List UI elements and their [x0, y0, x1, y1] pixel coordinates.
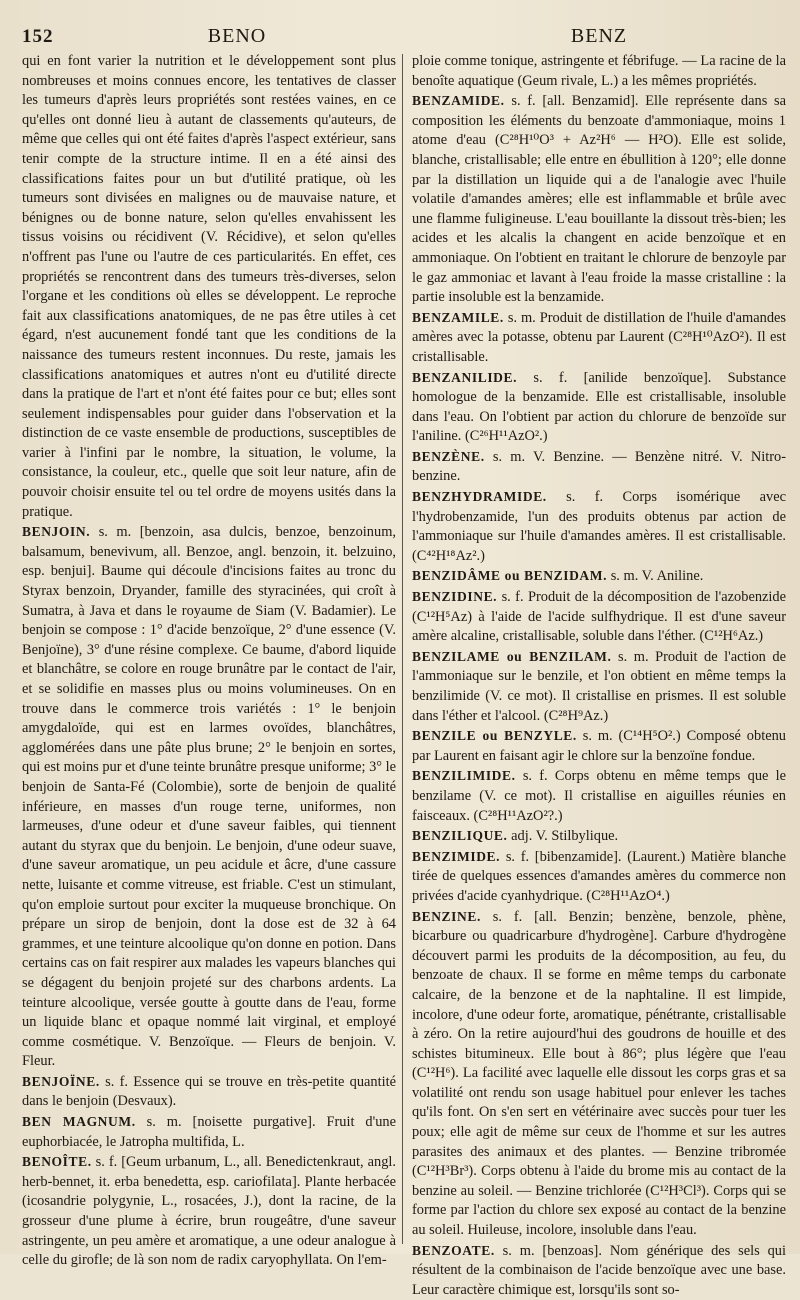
entry-benzile: BENZILE ou BENZYLE. s. m. (C¹⁴H⁵O².) Composé obtenu par Laurent en faisant agir le chlore sur la benzoïne fondue.: [412, 728, 786, 764]
text-columns: [22, 52, 786, 1300]
headword: BENOÎTE.: [22, 1154, 92, 1170]
right-column: [412, 52, 786, 1300]
headword: BENZILE ou BENZYLE.: [412, 728, 577, 744]
headword: BENZHYDRAMIDE.: [412, 489, 547, 505]
entry-benjoine: BENJOÏNE. s. f. Essence qui se trouve en très-petite quantité dans le benjoin (Desvaux).: [22, 1073, 396, 1110]
paragraph: ploie comme tonique, astringente et fébrifuge. — La racine de la benoîte aquatique (Geum rivale, L.) a les mêmes propriétés.: [412, 53, 786, 89]
guide-word-left: BENO: [207, 25, 267, 47]
headword: BENZILIMIDE.: [412, 768, 516, 784]
headword: BENZOATE.: [412, 1242, 495, 1258]
headword: BENZAMIDE.: [412, 93, 505, 109]
headword: BENZILAME ou BENZILAM.: [412, 648, 612, 664]
entry-ben-magnum: BEN MAGNUM. s. m. [noisette purgative]. Fruit d'une euphorbiacée, le Jatropha multifida, L.: [22, 1114, 397, 1150]
entry-benzidame: BENZIDÂME ou BENZIDAM. s. m. V. Aniline.: [412, 568, 704, 585]
headword: BENZIDINE.: [412, 589, 498, 605]
guide-word-right: BENZ: [570, 25, 628, 47]
page-header: [22, 18, 786, 48]
headword: BENZÈNE.: [412, 448, 485, 464]
entry-benzilame: BENZILAME ou BENZILAM. s. m. Produit de l'action de l'ammoniaque sur le benzile, et l'on obtient en même temps la benzilimide (V. ce mot). Il cristallise en prismes. Il est soluble dans l'éther et l'alcool. (C²⁸H⁹Az.): [412, 648, 786, 724]
headword: BENZAMILE.: [412, 309, 504, 325]
headword: BENZIDÂME ou BENZIDAM.: [412, 568, 608, 584]
entry-benzanilide: BENZANILIDE. s. f. [anilide benzoïque]. Substance homologue de la benzamide. Elle est cristallisable, insoluble dans l'eau. On l'obtient par action du chlorure de benzoïde sur l'aniline. (C²⁶H¹¹AzO².): [412, 369, 786, 445]
headword: BENJOIN.: [22, 524, 91, 540]
headword: BENZIMIDE.: [412, 848, 501, 864]
headword: BENZILIQUE.: [412, 828, 508, 844]
page-number: 152: [22, 26, 54, 47]
headword: BEN MAGNUM.: [22, 1114, 136, 1130]
entry-benzhydramide: BENZHYDRAMIDE. s. f. Corps isomérique avec l'hydrobenzamide, l'un des produits obtenus par action de l'ammoniaque sur l'huile d'amandes amères. Il est cristallisable. (C⁴²H¹⁸Az².): [412, 489, 786, 564]
column-divider: [402, 54, 403, 1244]
entry-benjoin: BENJOIN. s. m. [benzoin, asa dulcis, benzoe, benzoinum, balsamum, benevivum, all. Benzoe, angl. benzoin, it. belzuino, esp. benjui]. Baume qui découle d'incisions faites au tronc du Styrax benzoin, Dryander, famille des styracinées, qui croît à Sumatra, à Java et dans le royaume de Siam (V. Badamier). Le benjoin se compose : 1° d'acide benzoïque, 2° d'une essence (V. Benjoïne), 3° d'une résine complexe. Ce baume, d'abord liquide et blanchâtre, se colore en rouge brunâtre par le contact de l'air, et se solidifie en masses plus ou moins volumineuses. On en trouve dans le commerce trois variétés : 1° le benjoin amygdaloïde, qui est en larmes ovoïdes, blanchâtres, agglomérées dans une pâte plus brune; 2° le benjoin en sortes, qui est moins pur et d'une teinte brunâtre presque uniforme; 3° le benjoin de Santa-Fé (Colombie), sorte de benjoin de qualité inférieure, en masses d'un rouge terne, uniformes, non larmeuses, d'une odeur et d'une saveur faibles, qui tiennent autant du styrax que du benjoin. Le benjoin, d'une odeur suave, d'une saveur aromatique, un peu acidule et âcre, d'une cassure nette, luisante et comme vitreuse, est friable. C'est un stimulant, qu'on emploie surtout pour exciter la muqueuse bronchique. On prépare un sirop de benjoin, dont la dose est de 32 à 64 grammes, et une teinture alcoolique qu'on donne en potion. Dans certains cas on fait respirer aux malades les vapeurs blanches qui se dégagent du benjoin projeté sur des charbons ardents. La teinture alcoolique, versée goutte à goutte dans de l'eau, forme un liquide blanc et opaque nommé lait virginal, et employé comme cosmétique. V. Benzoïque. — Fleurs de benjoin. V. Fleur.: [22, 524, 397, 1070]
entry-benzilique: BENZILIQUE. adj. V. Stilbylique.: [412, 828, 619, 845]
entry-benzamide: BENZAMIDE. s. f. [all. Benzamid]. Elle représente dans sa composition les éléments du benzoate d'ammoniaque, moins 1 atome d'eau (C²⁸H¹⁰O³ + Az²H⁶ — H²O). Elle est solide, blanche, cristallisable; elle entre en ébullition à 120°; elle donne par la distillation un liquide qui a de l'analogie avec l'huile volatile d'amandes amères; elle est inflammable et brûle avec une flamme fuligineuse. L'eau bouillante la dissout très-bien; les acides et les alcalis la changent en acide benzoïque et en ammoniaque. On l'obtient en traitant le chlorure de benzoyle par le gaz ammoniac et lavant à l'eau froide la masse cristalline : la partie insoluble est la benzamide.: [412, 93, 786, 306]
entry-benzimide: BENZIMIDE. s. f. [bibenzamide]. (Laurent.) Matière blanche tirée de quelques essences d'amandes amères du commerce non privées d'acide cyanhydrique. (C²⁸H¹¹AzO⁴.): [412, 848, 786, 904]
headword: BENJOÏNE.: [22, 1073, 100, 1089]
entry-benzoate: BENZOATE. s. m. [benzoas]. Nom générique des sels qui résultent de la combinaison de l'acide benzoïque avec une base. Leur caractère chimique est, lorsqu'ils sont so-: [412, 1242, 786, 1298]
entry-benzidine: BENZIDINE. s. f. Produit de la décomposition de l'azobenzide (C¹²H⁵Az) à l'aide de l'acide sulfhydrique. Il est d'une saveur amère alcaline, cristallisable, soluble dans l'éther. (C¹²H⁶Az.): [412, 589, 786, 645]
entry-benzamile: BENZAMILE. s. m. Produit de distillation de l'huile d'amandes amères avec la potasse, obtenu par Laurent (C²⁸H¹⁰AzO²). Il est cristallisable.: [412, 309, 786, 365]
paragraph: qui en font varier la nutrition et le développement sont plus nombreuses et moins connues encore, les tentatives de classer les tumeurs d'après leurs propriétés sont restées vaines, en ce qu'elles ont donné lieu à autant de classements qu'auteurs, de même que celles qui ont été faites d'après l'aspect extérieur, sans tenir compte de la structure intime. Il en a été ainsi des classifications faites pour un but d'utilité pratique, où les tumeurs sont divisées en malignes ou de mauvaise nature, et bénignes ou de bonne nature, selon qu'elles envahissent les tissus voisins ou récidivent (V. Récidive), et selon qu'elles n'offrent pas l'une ou l'autre de ces particularités. En effet, ces propriétés se rencontrent dans des tumeurs très-diverses, selon l'organe et les conditions où elles se développent. Le reproche fait aux classifications anatomiques, de ne pas être utiles à cet égard, n'est aucunement fondé tant que les conditions de la naissance des tumeurs restent inconnues. Du reste, jamais les classifications anatomiques et autres n'ont eu d'utilité directe dans la pratique de l'art et n'ont été faites pour ce but; elles sont seulement indispensables pour guider dans l'observation et la distinction de ce vaste ensemble de productions, susceptibles de varier à l'infini par le nombre, la situation, le volume, la consistance, la couleur, etc., quelle que soit leur nature, afin de pouvoir choisir ensuite tel ou tel ordre de moyens usités dans la pratique.: [22, 53, 396, 520]
headword: BENZINE.: [412, 908, 481, 924]
entry-benzene: BENZÈNE. s. m. V. Benzine. — Benzène nitré. V. Nitro-benzine.: [412, 448, 786, 485]
entry-benzine: BENZINE. s. f. [all. Benzin; benzène, benzole, phène, bicarbure ou quadricarbure d'hydrogène]. Carbure d'hydrogène découvert parmi les produits de la décomposition, au feu, du benzoate de chaux. Il se forme en même temps du carbonate calcaire, de la benzone et de la naphtaline. Il est limpide, incolore, d'une odeur forte, aromatique, pénétrante, cristallisable à zéro. On la retire aujourd'hui des goudrons de houille et des schistes bitumineux. Elle bout à 86°; plus légère que l'eau (C¹²H⁶). La facilité avec laquelle elle dissout les corps gras et sa volatilité ont rendu son usage habituel pour enlever les taches qu'ils font. On s'en sert en vétérinaire avec succès pour tuer les poux; elle agit de même sur ceux de l'homme et sur les autres parasites des animaux et des plantes. — Benzine tribromée (C¹²H³Br³). Corps obtenu à l'aide du brome mis au contact de la benzine au soleil. — Benzine trichlorée (C¹²H³Cl³). Corps qui se forme par l'action du chlore sex exposé au contact de la benzine au soleil. Huileuse, incolore, insoluble dans l'eau.: [412, 908, 786, 1239]
headword: BENZANILIDE.: [412, 369, 518, 385]
left-column: [22, 52, 396, 1300]
entry-benzilimide: BENZILIMIDE. s. f. Corps obtenu en même temps que le benzilame (V. ce mot). Il cristallise en aiguilles réunies en faisceaux. (C²⁸H¹¹AzO²?.): [412, 768, 786, 824]
entry-benoite: BENOÎTE. s. f. [Geum urbanum, L., all. Benedictenkraut, angl. herb-bennet, it. erba benedetta, esp. cariofilata]. Plante herbacée (icosandrie polygynie, L., rosacées, J.), dont la racine, de la grosseur d'une plume à écrire, brun rougeâtre, d'une saveur astringente, un peu amère et aromatique, a une odeur analogue à celle du girofle; de là son nom de radix caryophyllata. On l'em-: [22, 1154, 396, 1269]
